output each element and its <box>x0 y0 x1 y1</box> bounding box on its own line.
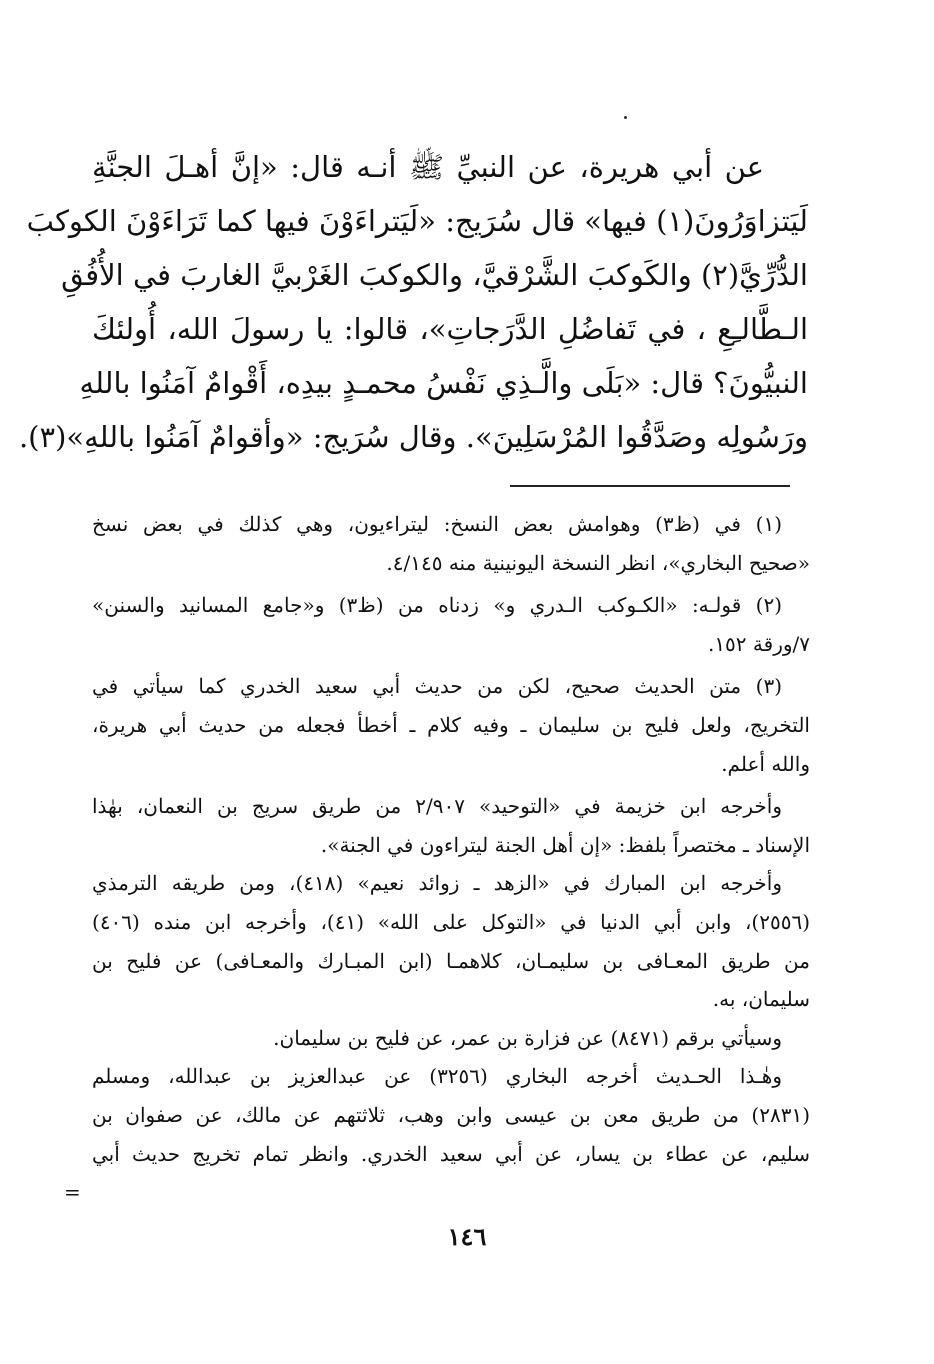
hadith-text <box>18 140 808 464</box>
footnote-line: والله أعلم. <box>721 751 810 776</box>
footnote-line: سليم، عن عطاء بن يسار، عن أبي سعيد الخدري. وانظر تمام تخريج حديث أبي <box>92 1141 810 1166</box>
footnote-line: (٢٥٥٦)، وابن أبي الدنيا في «التوكل على الله» (٤١)، وأخرجه ابن منده (٤٠٦) <box>92 909 811 934</box>
ink-speck <box>624 116 627 119</box>
footnote-line: وهٰـذا الحـديث أخرجه البخاري (٣٢٥٦) عن عبدالعزيز بن عبدالله، ومسلم <box>92 1064 782 1089</box>
footnote-line: التخريج، ولعل فليح بن سليمان ـ وفيه كلام ـ أخطأ فجعله من حديث أبي هريرة، <box>92 712 810 737</box>
footnote-line: سليمان، به. <box>712 987 810 1012</box>
continuation-mark: = <box>64 1180 81 1204</box>
hadith-line: ورَسُولِه وصَدَّقُوا المُرْسَلِينَ». وقال سُرَيج: «وأقوامٌ آمَنُوا باللهِ»(٣). <box>18 420 808 454</box>
footnote-line: «صحيح البخاري»، انظر النسخة اليونينية منه ٤/١٤٥. <box>386 550 810 575</box>
footnote-line: وسيأتي برقم (٨٤٧١) عن فزارة بن عمر، عن فليح بن سليمان. <box>273 1025 782 1050</box>
footnotes-section <box>92 505 810 1173</box>
page-number: ١٤٦ <box>447 1222 487 1251</box>
hadith-line: الـطَّالـِعِ ، في تَفاضُلِ الدَّرَجاتِ»، قالوا: يا رسولَ الله، أُولئكَ <box>92 312 808 346</box>
footnote-line: وأخرجه ابن المبارك في «الزهد ـ زوائد نعيم» (٤١٨)، ومن طريقه الترمذي <box>92 871 783 896</box>
footnote-line: (٢) قولـه: «الكـوكب الـدري و» زدناه من (ظ٣) و«جامع المسانيد والسنن» <box>92 593 782 618</box>
footnote-line: من طريق المعـافى بن سليمـان، كلاهمـا (ابن المبـارك والمعـافى) عن فليح بن <box>92 948 810 973</box>
footnote-line: (٢٨٣١) من طريق معن بن عيسى وابن وهب، ثلاثتهم عن مالك، عن صفوان بن <box>92 1102 810 1127</box>
footnote-separator <box>510 485 790 487</box>
footnote-line: (٣) متن الحديث صحيح، لكن من حديث أبي سعيد الخدري كما سيأتي في <box>92 674 782 699</box>
hadith-line: الدُّرِّيَّ(٢) والكَوكبَ الشَّرْقيَّ، والكوكبَ الغَرْبيَّ الغاربَ في الأُفُقِ <box>61 258 808 292</box>
hadith-line: النبيُّونَ؟ قال: «بَلَى والَّـذِي نَفْسُ محمـدٍ بيدِه، أَقْوامٌ آمَنُوا باللهِ <box>79 366 808 400</box>
hadith-line: لَيَتزاوَرُونَ(١) فيها» قال سُرَيج: «لَيَتراءَوْنَ فيها كما تَرَاءَوْنَ الكوكبَ <box>26 204 808 238</box>
footnote-line: ٧/ورقة ١٥٢. <box>707 631 810 656</box>
hadith-line: عن أبي هريرة، عن النبيِّ ﷺ أنـه قال: «إنَّ أهـلَ الجنَّةِ <box>92 150 764 184</box>
footnote-line: (١) في (ظ٣) وهوامش بعض النسخ: ليتراءيون، وهي كذلك في بعض نسخ <box>92 512 782 536</box>
footnote-line: الإسناد ـ مختصراً بلفظ: «إن أهل الجنة ليتراءون في الجنة». <box>320 832 810 857</box>
footnote-line: وأخرجه ابن خزيمة في «التوحيد» ٢/٩٠٧ من طريق سريج بن النعمان، بهٰذا <box>92 794 782 819</box>
